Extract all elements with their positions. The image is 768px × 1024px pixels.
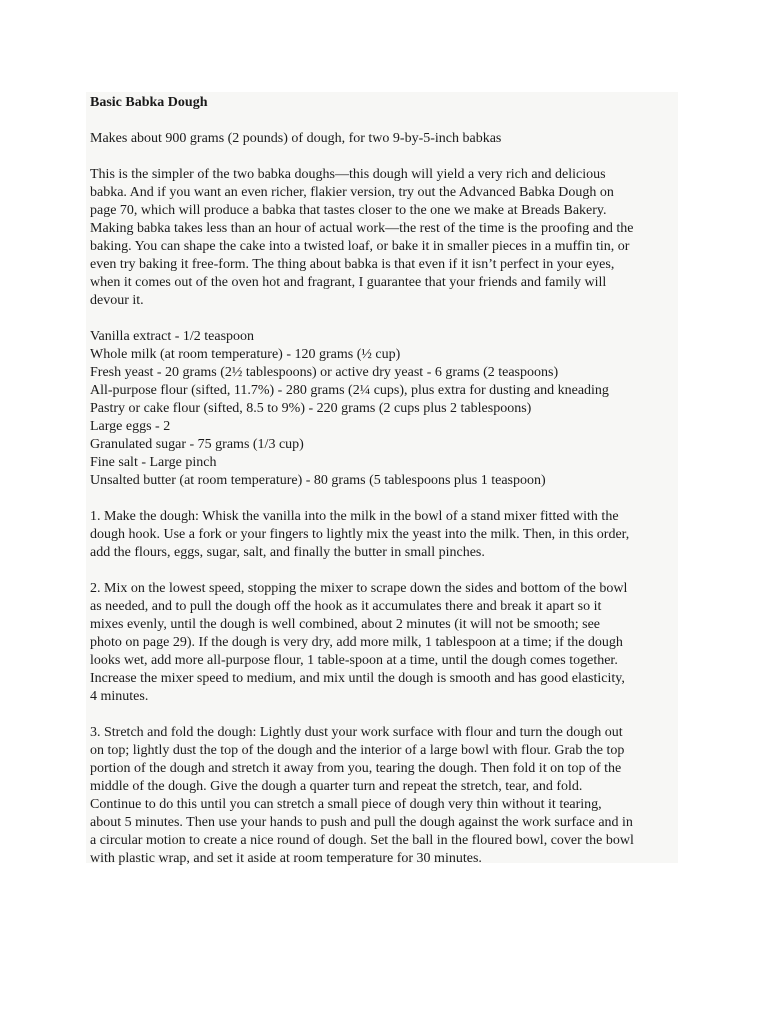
recipe-step-1: 1. Make the dough: Whisk the vanilla into the milk in the bowl of a stand mixer fitted with the dough hook. Use a fork or your fingers to lightly mix the yeast into the milk. Then, in this order, add the flours, eggs, sugar, salt, and finally the butter in small pinches.: [90, 509, 630, 560]
recipe-yield: Makes about 900 grams (2 pounds) of dough, for two 9-by-5-inch babkas: [90, 131, 502, 146]
ingredient-item: Granulated sugar - 75 grams (1/3 cup): [90, 437, 304, 452]
recipe-step-2: 2. Mix on the lowest speed, stopping the mixer to scrape down the sides and bottom of the bowl as needed, and to pull the dough off the hook as it accumulates there and break it apart so it mixes evenly, until the dough is well combined, about 2 minutes (it will not be smooth; see photo on page 29). If the dough is very dry, add more milk, 1 tablespoon at a time; if the dough looks wet, add more all-purpose flour, 1 table-spoon at a time, until the dough comes together. Increase the mixer speed to medium, and mix until the dough is smooth and has good elasticity, 4 minutes.: [90, 581, 628, 704]
ingredient-item: Fresh yeast - 20 grams (2½ tablespoons) or active dry yeast - 6 grams (2 teaspoons): [90, 365, 559, 380]
ingredient-list: [90, 328, 674, 490]
ingredient-item: Pastry or cake flour (sifted, 8.5 to 9%) - 220 grams (2 cups plus 2 tablespoons): [90, 401, 532, 416]
ingredient-item: Whole milk (at room temperature) - 120 grams (½ cup): [90, 347, 401, 362]
ingredient-item: Unsalted butter (at room temperature) - 80 grams (5 tablespoons plus 1 teaspoon): [90, 473, 546, 488]
ingredient-item: Vanilla extract - 1/2 teaspoon: [90, 329, 255, 344]
recipe-intro: This is the simpler of the two babka doughs—this dough will yield a very rich and delicious babka. And if you want an even richer, flakier version, try out the Advanced Babka Dough on page 70, which will produce a babka that tastes closer to the one we make at Breads Bakery. Making babka takes less than an hour of actual work—the rest of the time is the proofing and the baking. You can shape the cake into a twisted loaf, or bake it in smaller pieces in a muffin tin, or even try baking it free-form. The thing about babka is that even if it isn’t perfect in your eyes, when it comes out of the oven hot and fragrant, I guarantee that your friends and family will devour it.: [90, 167, 634, 308]
ingredient-item: Large eggs - 2: [90, 419, 171, 434]
document-body: [86, 92, 678, 866]
recipe-step-3: 3. Stretch and fold the dough: Lightly dust your work surface with flour and turn the dough out on top; lightly dust the top of the dough and the interior of a large bowl with flour. Grab the top portion of the dough and stretch it away from you, tearing the dough. Then fold it on top of the middle of the dough. Give the dough a quarter turn and repeat the stretch, tear, and fold. Continue to do this until you can stretch a small piece of dough very thin without it tearing, about 5 minutes. Then use your hands to push and pull the dough against the work surface and in a circular motion to create a nice round of dough. Set the ball in the floured bowl, cover the bowl with plastic wrap, and set it aside at room temperature for 30 minutes.: [90, 725, 634, 866]
ingredient-item: All-purpose flour (sifted, 11.7%) - 280 grams (2¼ cups), plus extra for dusting and kneading: [90, 383, 609, 398]
recipe-title: Basic Babka Dough: [90, 95, 208, 110]
ingredient-item: Fine salt - Large pinch: [90, 455, 217, 470]
